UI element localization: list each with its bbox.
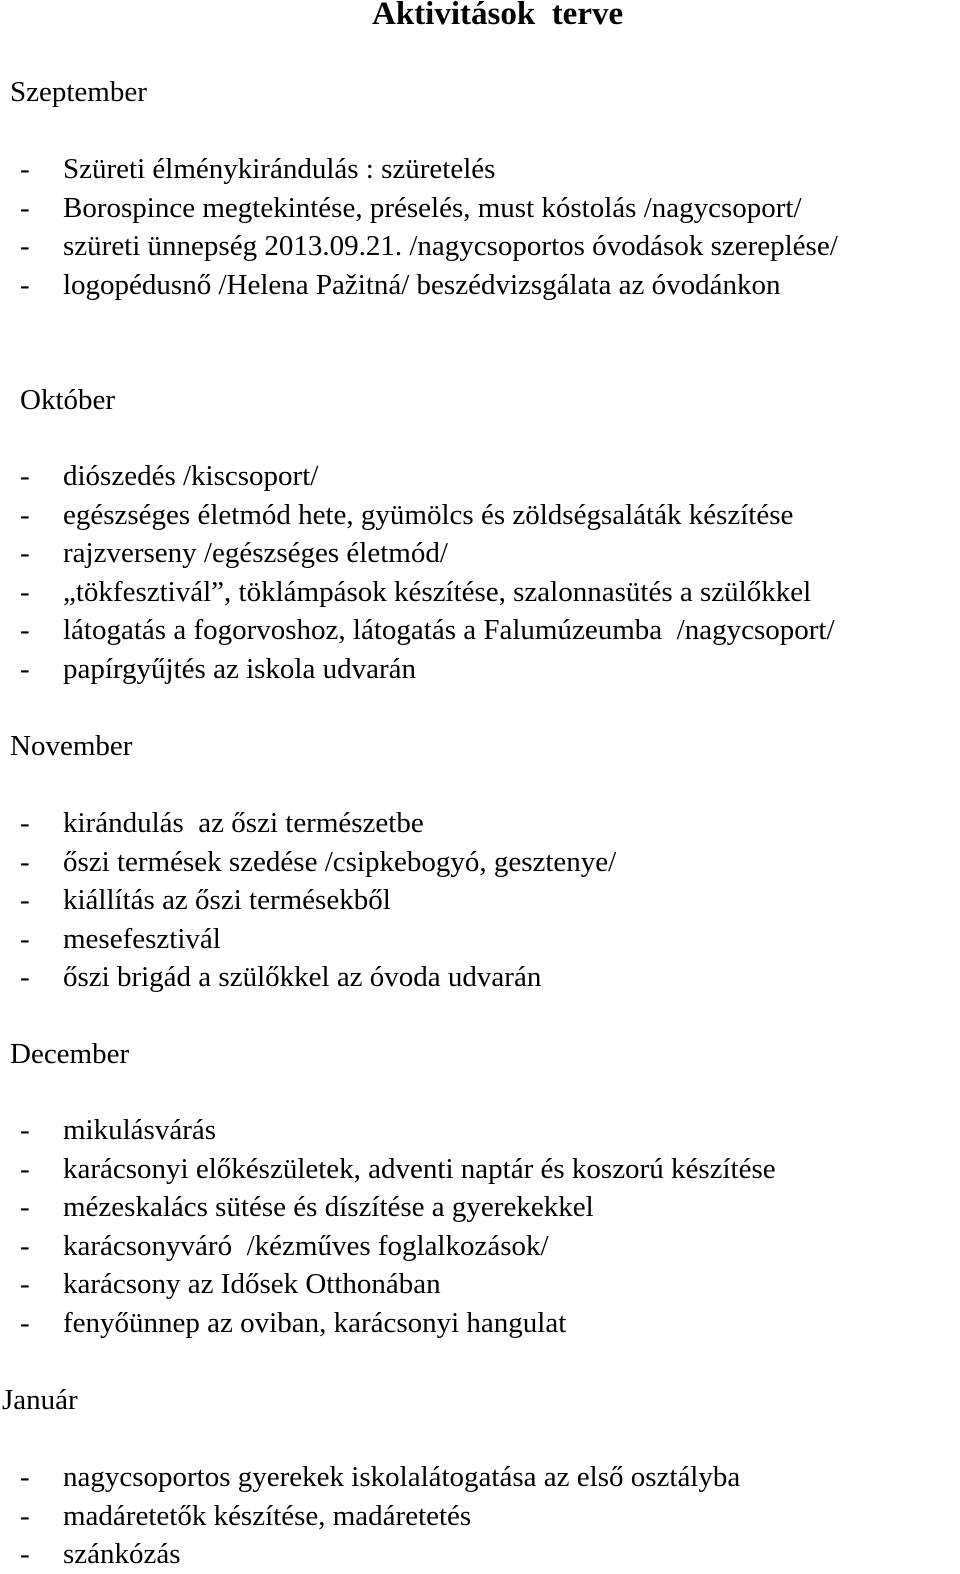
list-item-text: nagycsoportos gyerekek iskolalátogatása az első osztályba: [63, 1461, 741, 1493]
bullet-dash: -: [20, 230, 30, 263]
list-item-text: szánkózás: [63, 1538, 181, 1571]
list-item-text: egészséges életmód hete, gyümölcs és zöldségsaláták készítése: [63, 498, 794, 531]
bullet-dash: -: [20, 191, 30, 224]
list-item-text: mesefesztivál: [63, 922, 221, 955]
list-item-text: madáretetők készítése, madáretetés: [63, 1499, 472, 1532]
list-item-text: „tökfesztivál”, töklámpások készítése, szalonnasütés a szülőkkel: [63, 575, 812, 608]
bullet-dash: -: [20, 460, 30, 492]
section-heading-november: November: [10, 730, 133, 762]
bullet-dash: -: [20, 1268, 30, 1301]
list-item-text: rajzverseny /egészséges életmód/: [63, 537, 448, 570]
bullet-dash: -: [20, 1499, 30, 1532]
bullet-dash: -: [20, 268, 30, 301]
bullet-dash: -: [20, 961, 30, 994]
bullet-dash: -: [20, 537, 30, 570]
list-item-text: mikulásvárás: [63, 1114, 217, 1146]
list-item-text: szüreti ünnepség 2013.09.21. /nagycsoportos óvodások szereplése/: [63, 230, 838, 263]
bullet-dash: -: [20, 498, 30, 531]
bullet-dash: -: [20, 1461, 30, 1493]
section-heading-october: Október: [20, 384, 116, 416]
section-heading-september: Szeptember: [10, 76, 147, 108]
bullet-dash: -: [20, 614, 30, 647]
bullet-dash: -: [20, 153, 30, 185]
bullet-dash: -: [20, 884, 30, 917]
document-title: Aktivitások terve: [372, 0, 624, 32]
list-item-text: Szüreti élménykirándulás : szüretelés: [63, 153, 496, 185]
bullet-dash: -: [20, 1306, 30, 1339]
section-heading-december: December: [10, 1038, 130, 1070]
list-item-text: kirándulás az őszi természetbe: [63, 807, 424, 839]
section-heading-january: Január: [2, 1384, 78, 1416]
bullet-dash: -: [20, 845, 30, 878]
list-item-text: mézeskalács sütése és díszítése a gyerekekkel: [63, 1191, 594, 1224]
bullet-dash: -: [20, 807, 30, 839]
list-item-text: diószedés /kiscsoport/: [63, 460, 319, 492]
list-item-text: fenyőünnep az oviban, karácsonyi hangulat: [63, 1306, 567, 1339]
list-item-text: karácsonyváró /kézműves foglalkozások/: [63, 1229, 549, 1262]
bullet-dash: -: [20, 575, 30, 608]
bullet-dash: -: [20, 1191, 30, 1224]
list-item-text: kiállítás az őszi termésekből: [63, 884, 391, 917]
bullet-dash: -: [20, 922, 30, 955]
bullet-dash: -: [20, 652, 30, 685]
list-item-text: Borospince megtekintése, préselés, must kóstolás /nagycsoport/: [63, 191, 802, 224]
bullet-dash: -: [20, 1229, 30, 1262]
bullet-dash: -: [20, 1114, 30, 1146]
list-item-text: látogatás a fogorvoshoz, látogatás a Falumúzeumba /nagycsoport/: [63, 614, 835, 647]
bullet-dash: -: [20, 1152, 30, 1185]
bullet-dash: -: [20, 1538, 30, 1571]
list-item-text: logopédusnő /Helena Pažitná/ beszédvizsgálata az óvodánkon: [63, 268, 781, 301]
list-item-text: karácsony az Idősek Otthonában: [63, 1268, 441, 1301]
list-item-text: őszi brigád a szülőkkel az óvoda udvarán: [63, 961, 542, 994]
list-item-text: papírgyűjtés az iskola udvarán: [63, 652, 416, 685]
list-item-text: karácsonyi előkészületek, adventi naptár és koszorú készítése: [63, 1152, 776, 1185]
list-item-text: őszi termések szedése /csipkebogyó, gesztenye/: [63, 845, 617, 878]
